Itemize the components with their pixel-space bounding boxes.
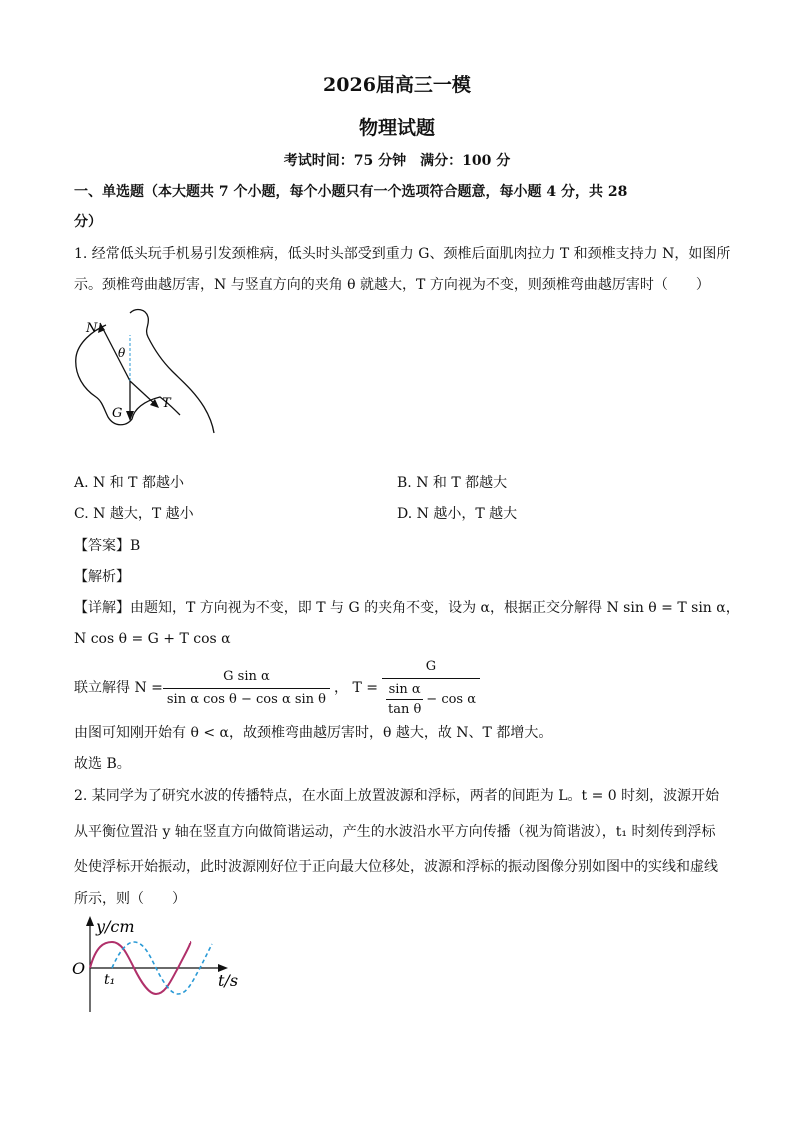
t-fraction (382, 658, 480, 719)
n-force-arrow (100, 323, 130, 381)
t-inner-den: tan θ (386, 699, 423, 719)
t-den-rest: − cos α (426, 691, 477, 707)
n-denominator: sin α cos θ − cos α sin θ (163, 688, 330, 709)
q2-stem-line2: 从平衡位置沿 y 轴在竖直方向做简谐运动，产生的水波沿水平方向传播（视为简谐波），t₁ 时刻传到浮标 (74, 824, 716, 840)
t-label: T (162, 396, 171, 411)
q1-conclusion: 由图可知刚开始有 θ < α，故颈椎弯曲越厉害时，θ 越大，故 N、T 都增大。 (74, 725, 553, 741)
t-force-arrow (130, 381, 156, 405)
q1-answer: 【答案】B (74, 538, 141, 554)
q2-stem-line4: 所示，则（ ） (74, 891, 186, 907)
q1-analysis-tag: 【解析】 (74, 569, 130, 585)
n-numerator: G sin α (223, 668, 270, 684)
n-label: N (86, 321, 98, 336)
t1-label: t₁ (104, 972, 116, 988)
q2-stem-line1: 2. 某同学为了研究水波的传播特点，在水面上放置波源和浮标，两者的间距为 L。t = 0 时刻，波源开始 (74, 788, 720, 804)
q1-stem-line1: 1. 经常低头玩手机易引发颈椎病，低头时头部受到重力 G、颈椎后面肌肉拉力 T 和颈椎支持力 N，如图所 (74, 246, 731, 262)
theta-label: θ (118, 346, 126, 360)
q1-detail-line2: N cos θ = G + T cos α (74, 631, 231, 647)
subject-title: 物理试题 (358, 117, 435, 139)
section-heading-line1: 一、单选题（本大题共 7 个小题，每个小题只有一个选项符合题意，每小题 4 分，共 28 (74, 184, 628, 200)
t-axis-label: t/s (218, 971, 239, 990)
t-inner-fraction (386, 681, 423, 719)
q1-option-a: A. N 和 T 都越小 (74, 475, 184, 491)
t-inner-num: sin α (388, 681, 421, 697)
head-outline (130, 310, 214, 433)
q1-option-d: D. N 越小，T 越大 (397, 506, 518, 522)
q1-option-b: B. N 和 T 都越大 (397, 475, 508, 491)
neck-force-diagram (70, 305, 230, 435)
q1-stem-line2: 示。颈椎弯曲越厉害，N 与竖直方向的夹角 θ 就越大，T 方向视为不变，则颈椎弯曲越厉害时（ ） (74, 277, 710, 293)
t-numerator: G (425, 658, 437, 674)
y-axis-label: y/cm (96, 917, 135, 936)
q2-stem-line3: 处使浮标开始振动，此时波源刚好位于正向最大位移处，波源和浮标的振动图像分别如图中的实线和虚线 (74, 859, 718, 875)
origin-label: O (72, 959, 86, 978)
vibration-graph (68, 912, 248, 1016)
q1-option-c: C. N 越大，T 越小 (74, 506, 194, 522)
paper-title: 2026届高三一模 (323, 74, 471, 96)
y-axis-arrowhead (86, 916, 94, 926)
t-prefix: ， T = (334, 680, 378, 696)
g-label: G (112, 406, 123, 421)
n-fraction (163, 668, 330, 709)
q1-choose: 故选 B。 (74, 756, 131, 772)
solve-prefix: 联立解得 N = (74, 680, 163, 696)
section-heading-line2: 分） (74, 214, 102, 230)
t-denominator (382, 678, 480, 719)
exam-info: 考试时间：75 分钟 满分：100 分 (283, 153, 511, 169)
q1-solution-formula (74, 660, 480, 716)
q1-detail-line1: 【详解】由题知，T 方向视为不变，即 T 与 G 的夹角不变，设为 α，根据正交分解得 N sin θ = T sin α， (74, 600, 740, 616)
